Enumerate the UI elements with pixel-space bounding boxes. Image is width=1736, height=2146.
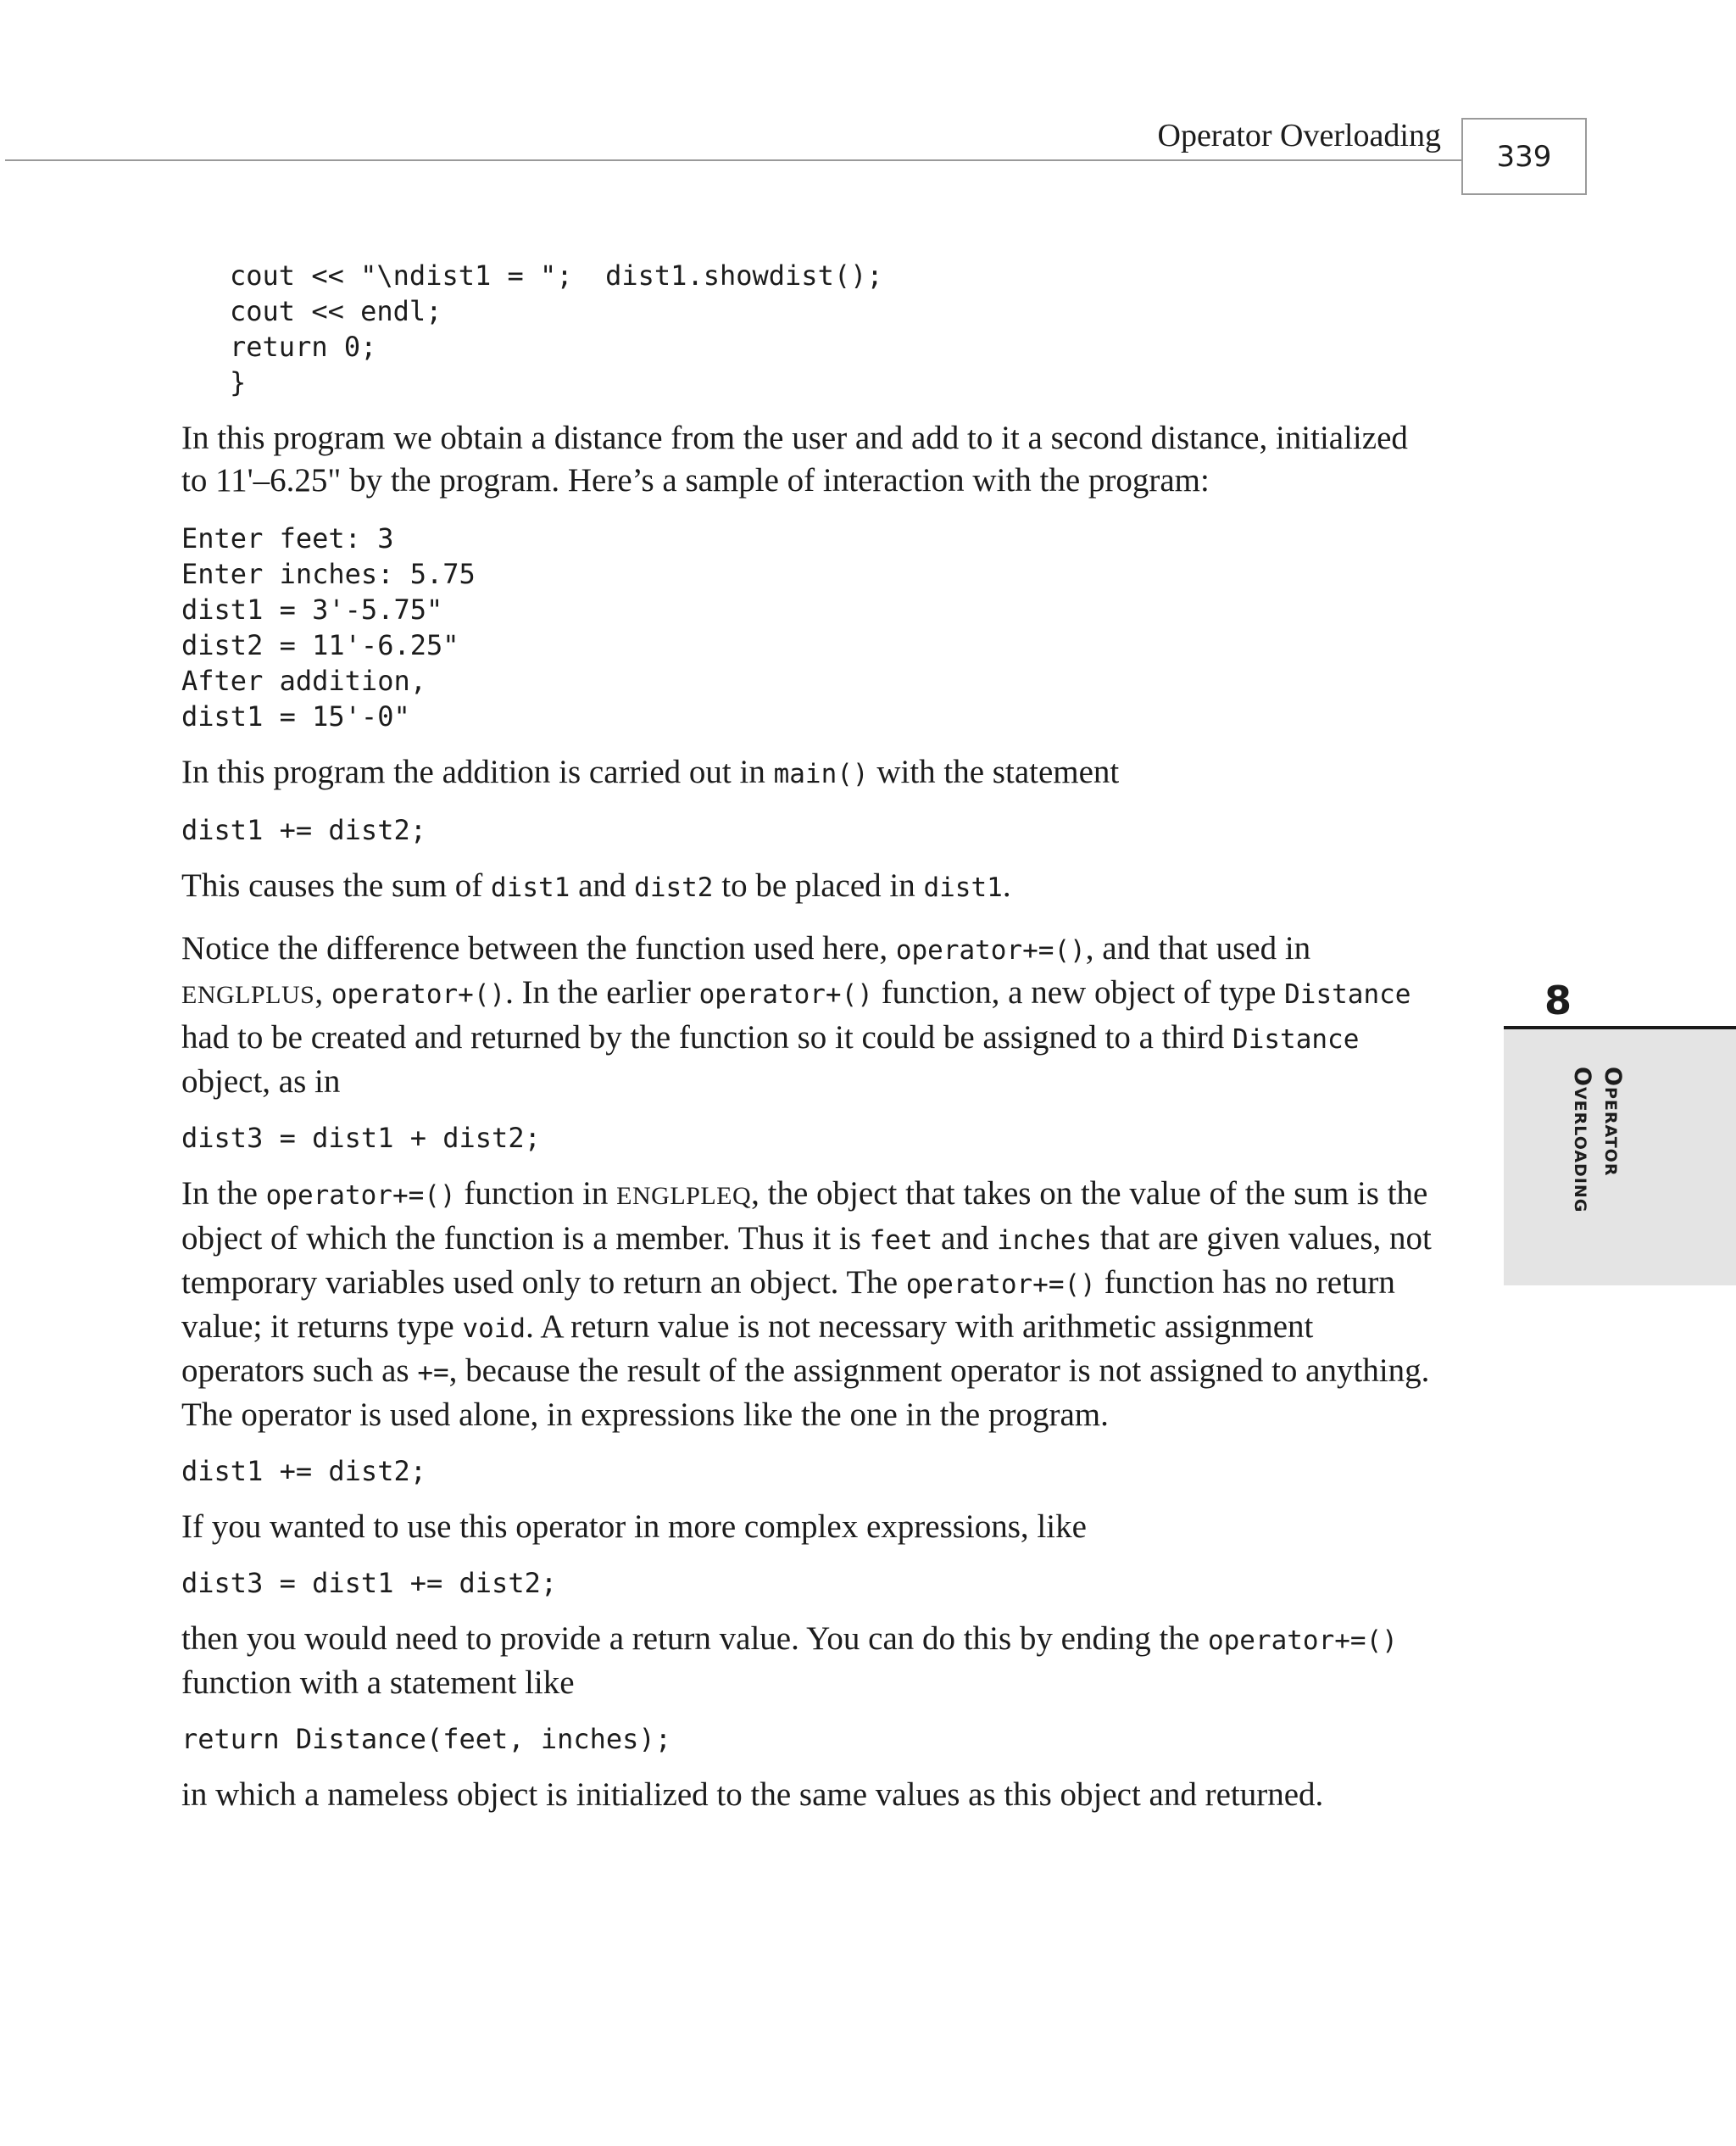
code-block-sample-output: [181, 521, 1436, 734]
inline-code: main(): [773, 759, 869, 789]
code-line: return 0;: [230, 331, 377, 363]
page-number-box: [1461, 118, 1587, 195]
paragraph-2: In this program the addition is carried out in main() with the statement: [181, 754, 1120, 790]
code-line: Enter feet: 3: [181, 522, 394, 555]
running-head: Operator Overloading: [1157, 118, 1441, 153]
inline-code: feet: [869, 1225, 933, 1256]
paragraph-5: In the operator+=() function in ENGLPLEQ, the object that takes on the value of the sum is the object of which the function is a member. Thus it is feet and inches that are given values, not temporary variables used only to return an object. The operator+=() function has no return value; it returns type void. A return value is not necessary with arithmetic assignment operators such as +=, because the result of the assignment operator is not assigned to anything. The operator is used alone, in expressions like the one in the program.: [181, 1175, 1432, 1433]
paragraph-8: in which a nameless object is initialized to the same values as this object and returned.: [181, 1776, 1324, 1813]
paragraph-6: If you wanted to use this operator in more complex expressions, like: [181, 1508, 1087, 1545]
inline-code: operator+(): [331, 979, 506, 1010]
code-block-7: return Distance(feet, inches);: [181, 1723, 671, 1755]
chapter-tab-line-1: Operator: [1600, 1067, 1626, 1177]
inline-code: Distance: [1232, 1024, 1360, 1055]
chapter-tab-title: [1543, 1067, 1628, 1249]
inline-code: operator+(): [698, 979, 873, 1010]
code-line: cout << "\ndist1 = "; dist1.showdist();: [230, 259, 883, 292]
code-line: dist1 = 15'-0": [181, 700, 410, 733]
code-block-1: [181, 258, 1436, 400]
code-line: }: [230, 366, 247, 399]
inline-code: void: [462, 1313, 526, 1344]
chapter-tab-line-2: Overloading: [1569, 1067, 1595, 1213]
inline-code: dist1: [923, 872, 1003, 903]
inline-code: operator+=(): [905, 1269, 1096, 1300]
code-line: cout << endl;: [230, 295, 442, 327]
code-block-5: dist1 += dist2;: [181, 1455, 426, 1487]
inline-code: +=: [417, 1357, 449, 1388]
inline-code: Distance: [1284, 979, 1411, 1010]
inline-code: dist2: [634, 872, 714, 903]
inline-code: operator+=(): [895, 935, 1086, 966]
paragraph-1: In this program we obtain a distance from the user and add to it a second distance, initialized to 11'–6.25" by the program. Here’s a sample of interaction with the program:: [181, 420, 1408, 499]
paragraph-3: This causes the sum of dist1 and dist2 to be placed in dist1.: [181, 867, 1011, 904]
inline-code: dist1: [491, 872, 570, 903]
code-block-6: dist3 = dist1 += dist2;: [181, 1567, 558, 1599]
chapter-number: 8: [1544, 978, 1572, 1023]
code-line: Enter inches: 5.75: [181, 558, 476, 590]
paragraph-4: Notice the difference between the function used here, operator+=(), and that used in ENGLPLUS, operator+(). In the earlier operator+() function, a new object of type Distance had to be created and returned by the function so it could be assigned to a third Distance object, as in: [181, 930, 1411, 1100]
code-line: After addition,: [181, 665, 426, 697]
inline-code: operator+=(): [265, 1180, 456, 1211]
code-line: dist1 = 3'-5.75": [181, 594, 443, 626]
program-name: ENGLPLUS: [181, 981, 315, 1009]
header-rule: [5, 159, 1461, 161]
inline-code: operator+=(): [1207, 1625, 1398, 1656]
code-line: dist2 = 11'-6.25": [181, 629, 459, 661]
inline-code: inches: [997, 1225, 1093, 1256]
program-name: ENGLPLEQ: [616, 1182, 752, 1210]
page-number: 339: [1496, 139, 1552, 174]
code-block-4: dist3 = dist1 + dist2;: [181, 1122, 541, 1154]
page-body: [181, 258, 1436, 1816]
paragraph-7: then you would need to provide a return value. You can do this by ending the operator+=() function with a statement like: [181, 1620, 1398, 1701]
code-block-3: dist1 += dist2;: [181, 814, 426, 846]
